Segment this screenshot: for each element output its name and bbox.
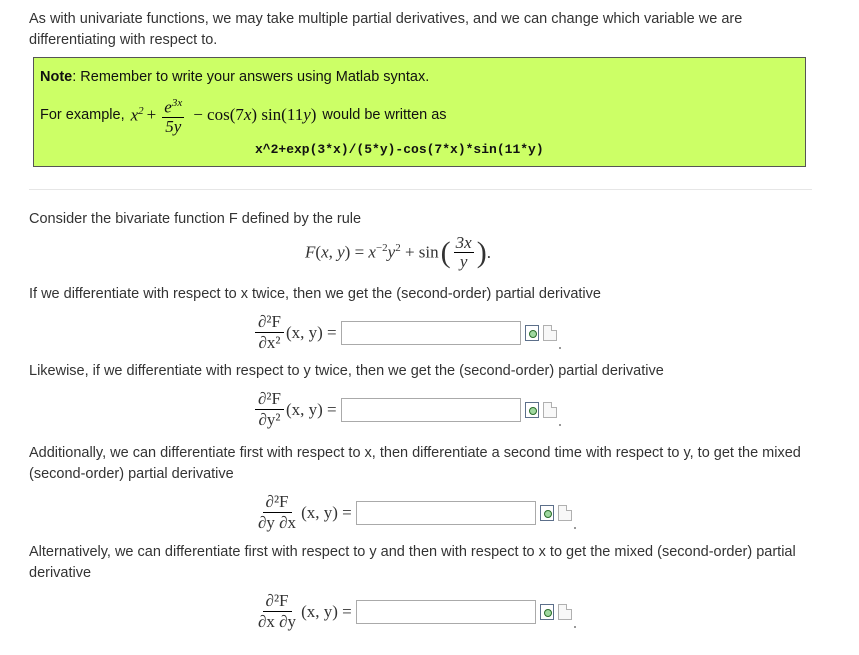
q2-derivative [255,389,284,430]
q1-args: (x, y) = [285,322,337,342]
example-fraction [162,94,184,136]
q4-args: (x, y) = [301,601,352,621]
note-text: : Remember to write your answers using Matlab syntax. [72,69,430,85]
q4-deriv-num: ∂²F [263,591,292,612]
q3-equation [255,492,576,533]
q3-derivative [255,492,299,533]
divider [29,189,812,190]
sin-num: 3x [455,233,472,252]
note-box [33,57,806,167]
sin-arg [454,234,474,271]
example-math: $x^2$ [130,104,144,125]
q2-args: (x, y) = [285,399,337,419]
note-label: Note [40,69,73,85]
frac-den: 5y [165,116,182,136]
q2-text: Likewise, if we differentiate with respect to y twice, then we get the (second-order) partial derivative [29,363,664,379]
paren-right: ) [476,235,487,269]
answer-input-4[interactable] [356,600,536,624]
q4-deriv-den: ∂x ∂y [258,612,297,631]
consider-text: Consider the bivariate function F defined by the rule [29,211,362,227]
function-lhs: F(x, $y) = x^{-2}y^2 + \sin$ [305,242,439,262]
document-icon[interactable] [558,505,572,521]
q2-deriv-den: ∂y² [258,410,281,429]
dot-marker [559,424,561,426]
sin-den: y [459,252,468,271]
preview-icon[interactable] [525,402,539,418]
function-definition [305,234,491,271]
answer-input-1[interactable] [341,321,521,345]
q1-text: If we differentiate with respect to x twice, then we get the (second-order) partial derivative [29,286,601,302]
q1-equation [255,312,561,353]
q4-derivative [255,591,299,632]
q4-text: Alternatively, we can differentiate first with respect to y and then with respect to x to get the mixed (second-order) partial derivative [29,544,796,581]
q1-deriv-num: ∂²F [255,312,284,333]
period: . [486,242,491,262]
note-line [40,69,429,85]
example-line [40,94,447,136]
answer-input-2[interactable] [341,398,521,422]
paren-left: ( [440,235,451,269]
dot-marker [559,347,561,349]
example-suffix: would be written as [322,106,447,123]
preview-icon[interactable] [525,325,539,341]
q3-text: Additionally, we can differentiate first with respect to x, then differentiate a second time with respect to y, to get the mixed (second-order) partial derivative [29,445,801,482]
document-icon[interactable] [543,402,557,418]
q2-equation [255,389,561,430]
document-icon[interactable] [558,604,572,620]
answer-input-3[interactable] [356,501,536,525]
example-prefix: For example, [40,106,125,123]
frac-num: $e^{3x}$ [162,94,184,118]
document-icon[interactable] [543,325,557,341]
preview-icon[interactable] [540,604,554,620]
dot-marker [574,626,576,628]
q3-deriv-num: ∂²F [263,492,292,513]
q3-deriv-den: ∂y ∂x [258,513,297,532]
plus-sign: + [146,104,157,124]
q1-deriv-den: ∂x² [258,333,281,352]
q1-derivative [255,312,284,353]
intro-text: As with univariate functions, we may take multiple partial derivatives, and we can change which variable we are differentiating with respect to. [29,11,743,48]
example-tail: − cos(7x) sin(11y) [193,104,317,124]
example-code: x^2+exp(3*x)/(5*y)-cos(7*x)*sin(11*y) [255,142,544,157]
q2-deriv-num: ∂²F [255,389,284,410]
q3-args: (x, y) = [301,502,352,522]
q4-equation [255,591,576,632]
preview-icon[interactable] [540,505,554,521]
dot-marker [574,527,576,529]
